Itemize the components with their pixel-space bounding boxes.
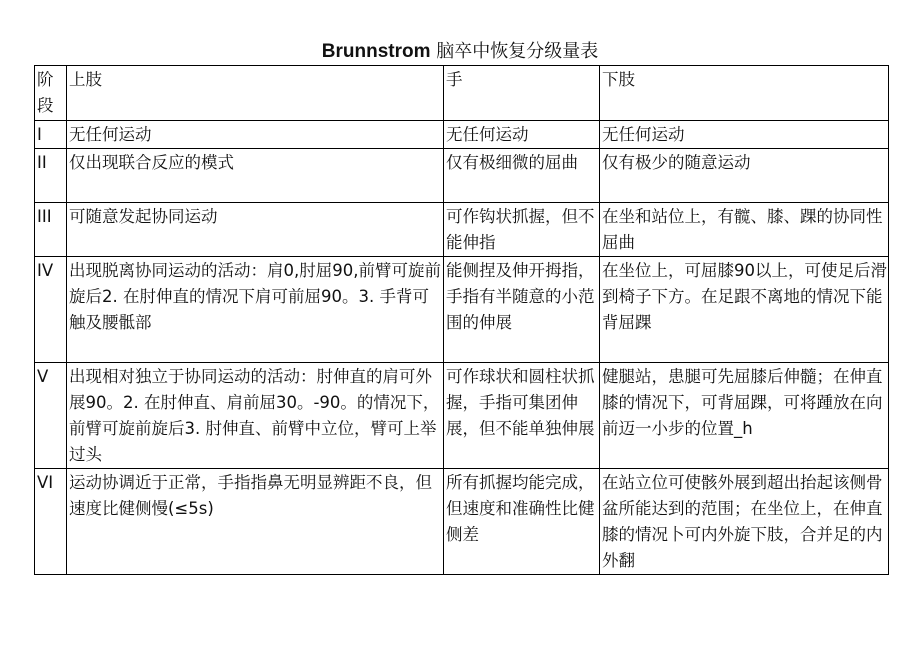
upper-limb-cell: 运动协调近于正常，手指指鼻无明显辨距不良，但速度比健侧慢(≤5s): [67, 469, 444, 575]
lower-limb-cell: 健腿站，患腿可先屈膝后伸髓；在伸直膝的情况下，可背屈踝，可将踵放在向前迈一小步的位置_h: [600, 363, 889, 469]
stage-cell: IV: [35, 257, 67, 363]
stage-cell: V: [35, 363, 67, 469]
title-prefix: Brunnstrom: [321, 41, 431, 62]
lower-limb-cell: 在坐位上，可屈膝90以上，可使足后滑到椅子下方。在足跟不离地的情况下能背屈踝: [600, 257, 889, 363]
stage-cell: VI: [35, 469, 67, 575]
upper-limb-cell: 无任何运动: [67, 121, 444, 149]
lower-limb-cell: 仅有极少的随意运动: [600, 149, 889, 203]
hand-cell: 能侧捏及伸开拇指，手指有半随意的小范围的伸展: [444, 257, 600, 363]
upper-limb-cell: 出现相对独立于协同运动的活动：肘伸直的肩可外展90。2. 在肘伸直、肩前屈30。-90。的情况下，前臂可旋前旋后3. 肘伸直、前臂中立位，臂可上举过头: [67, 363, 444, 469]
hand-cell: 可作钩状抓握，但不能伸指: [444, 203, 600, 257]
upper-limb-cell: 仅出现联合反应的模式: [67, 149, 444, 203]
stage-cell: I: [35, 121, 67, 149]
table-row: [35, 257, 889, 363]
upper-limb-cell: 可随意发起协同运动: [67, 203, 444, 257]
hand-cell: 所有抓握均能完成，但速度和准确性比健侧差: [444, 469, 600, 575]
stage-cell: III: [35, 203, 67, 257]
table-row: [35, 469, 889, 575]
hand-cell: 可作球状和圆柱状抓握，手指可集团伸展，但不能单独伸展: [444, 363, 600, 469]
hand-cell: 仅有极细微的屈曲: [444, 149, 600, 203]
document-title: [0, 40, 920, 64]
lower-limb-cell: 在坐和站位上，有髋、膝、踝的协同性屈曲: [600, 203, 889, 257]
upper-limb-cell: 出现脱离协同运动的活动：肩0,肘屈90,前臂可旋前旋后2. 在肘伸直的情况下肩可前屈90。3. 手背可触及腰骶部: [67, 257, 444, 363]
header-stage: 阶段: [35, 66, 67, 121]
table-row: [35, 363, 889, 469]
header-lower-limb: 下肢: [600, 66, 889, 121]
table-row: [35, 149, 889, 203]
hand-cell: 无任何运动: [444, 121, 600, 149]
stage-cell: II: [35, 149, 67, 203]
table-row: [35, 203, 889, 257]
title-main: 脑卒中恢复分级量表: [436, 41, 599, 62]
recovery-scale-table: [34, 65, 889, 575]
header-upper-limb: 上肢: [67, 66, 444, 121]
lower-limb-cell: 在站立位可使骸外展到超出抬起该侧骨盆所能达到的范围；在坐位上，在伸直膝的情况卜可内外旋下肢，合并足的内外翻: [600, 469, 889, 575]
table-header-row: [35, 66, 889, 121]
lower-limb-cell: 无任何运动: [600, 121, 889, 149]
header-hand: 手: [444, 66, 600, 121]
table-row: [35, 121, 889, 149]
